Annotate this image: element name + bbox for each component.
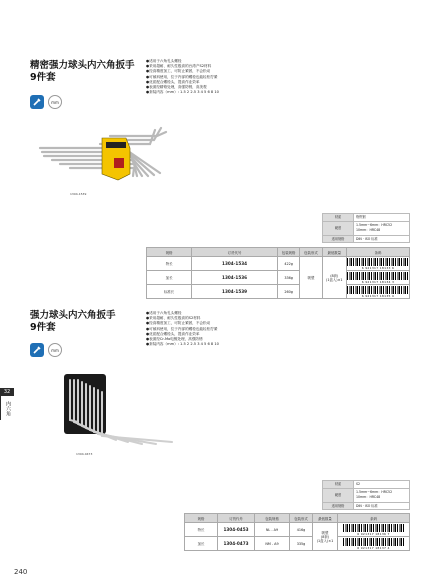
spec-key: 材质 [323,481,354,489]
cell-weight: 416g [290,523,313,537]
cell-size: 336g [277,271,299,285]
col-header: 订货代号 [218,514,255,523]
spec-key: 适用规格 [323,502,354,510]
spec-key: 适用规格 [323,235,354,243]
feature-item: ●优质配合螺栓头，提高作业效率 [146,331,200,336]
cell-weight: 335g [290,537,313,551]
cell-size: NM - A9 [255,537,290,551]
spec-key: 硬度 [323,221,354,235]
spec-key: 硬度 [323,488,354,502]
product1-title-line1: 精密强力球头内六角扳手 [30,60,135,71]
wrench-icon [30,95,44,109]
table-row [185,537,410,551]
cell-min-qty: (8套) (1盒入)×1 [322,257,346,299]
spec-value: 1.5mm~6mm：HRC52 10mm：HRC48 [354,488,410,502]
barcode-icon [347,286,409,294]
cell-order-code: 1304-0473 [218,537,255,551]
product1-image [30,118,180,190]
product1-features [146,59,219,95]
table-row [147,285,410,299]
product1-image-code: 1304-1539 [70,192,87,196]
barcode-number: 6 921317 18133 6 [361,265,395,270]
col-header: 条码 [347,248,410,257]
spec-value: 1.5mm~6mm：HRC52 10mm：HRC48 [354,221,410,235]
barcode-icon [347,258,409,266]
product2-image-code: 1304-0473 [76,452,93,456]
cell-size: NL - A9 [255,523,290,537]
feature-item: ●可倾斜使用，位于内部的螺栓也能轻松拧紧 [146,326,218,331]
cell-spec: 标准长 [147,285,192,299]
feature-item: ●适用于六角孔头螺栓 [146,59,182,63]
table-row [147,257,410,271]
chapter-number: 32 [0,388,14,396]
cell-pack-qty [313,523,338,551]
feature-item: ●适用于六角孔头螺栓 [146,311,182,315]
spec-value: 铬钒钢 [354,214,410,222]
cell-order-code: 1304-1534 [192,257,278,271]
col-header: 规格 [185,514,218,523]
col-header: 包装规格 [255,514,290,523]
cell-spec: 加长 [185,537,218,551]
cell-barcode [347,271,410,285]
cell-spec: 特长 [147,257,192,271]
product1-title-line2: 9件套 [30,72,56,83]
chapter-label: 内六角 [0,396,15,420]
barcode-number: 6 921317 18136 7 [357,531,390,536]
page-number: 240 [14,568,28,576]
col-header: 包装形式 [290,514,313,523]
cell-size: 422g [277,257,299,271]
col-header: 条码 [338,514,410,523]
cell-order-code: 1304-1536 [192,271,278,285]
product2-title-line1: 强力球头内六角扳手 [30,310,116,321]
mm-unit-icon: mm [48,343,62,357]
product2-title-line2: 9件套 [30,322,56,333]
feature-item: ●经高精度加工，可防止紧固，不会松动 [146,321,211,326]
feature-item: ●套装内容（mm）: 1.5 2 2.5 3 4 5 6 8 10 [146,342,219,347]
mm-unit-icon: mm [48,95,62,109]
col-header: 包装规格 [277,248,299,257]
feature-item: ●优质配合螺栓头，提高作业效率 [146,79,200,84]
feature-item: ●可倾斜使用，位于内部的螺栓也能轻松拧紧 [146,74,218,79]
feature-item: ●表面经Cr-Mo电镀处理，高强防锈 [146,337,203,342]
feature-item: ●采用超耐、耐久性极高的S2材料 [146,316,201,321]
col-header: 规格 [147,248,192,257]
spec-key: 材质 [323,214,354,222]
barcode-icon [343,538,405,546]
product2-image [64,370,184,450]
cell-barcode [347,257,410,271]
product1-order-table [146,247,410,299]
cell-spec: 加长 [147,271,192,285]
table-row [147,271,410,285]
barcode-icon [347,272,409,280]
barcode-number: 6 921317 18137 4 [357,545,390,550]
product2-features [146,311,219,347]
feature-item: ●经高精度加工，可防止紧固，不会松动 [146,69,211,74]
cell-size: 260g [277,285,299,299]
pack-form: 吸塑 [321,530,329,535]
product2-order-table [184,513,410,551]
table-row [185,523,410,537]
barcode-number: 6 921317 18135 0 [361,293,395,298]
feature-item: ●套装内容（mm）: 1.5 2 2.5 3 4 5 6 8 10 [146,90,219,95]
col-header: 订货代号 [192,248,278,257]
cell-barcode [338,523,410,537]
feature-item: ●采用超耐、耐久性极高的台湾产S2材料 [146,64,212,69]
col-header: 包装形式 [300,248,322,257]
cell-barcode [338,537,410,551]
min-qty: (8套) (1盒入)×1 [316,534,334,543]
cell-barcode [347,285,410,299]
spec-value: DIN · ISO 标准 [354,502,410,510]
cell-spec: 特长 [185,523,218,537]
feature-item: ●表面经精铬处理，高强防锈，高美观 [146,85,207,90]
cell-order-code: 1304-0453 [218,523,255,537]
cell-order-code: 1304-1539 [192,285,278,299]
barcode-number: 6 921317 18134 3 [361,279,395,284]
spec-value: DIN · ISO 标准 [354,235,410,243]
wrench-icon [30,343,44,357]
side-chapter-tab [0,388,15,420]
product1-spec-table [322,213,410,243]
product2-title [30,310,116,334]
spec-value: S2 [354,481,410,489]
col-header: 最低数量 [322,248,346,257]
col-header: 最低数量 [313,514,338,523]
product2-spec-table [322,480,410,510]
barcode-icon [343,524,405,532]
product1-title [30,60,135,84]
cell-pack-form: 吸塑 [300,257,322,299]
